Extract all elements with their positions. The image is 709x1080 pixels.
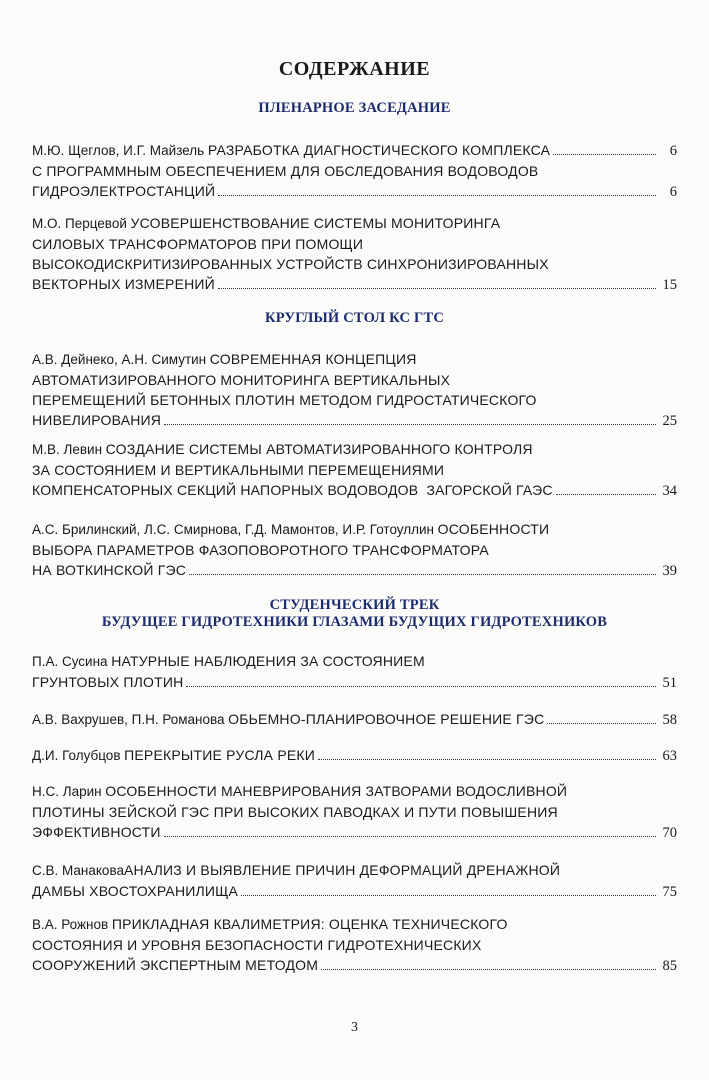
- leader-dots: [321, 969, 656, 970]
- section-plenary: ПЛЕНАРНОЕ ЗАСЕДАНИЕ: [258, 100, 451, 116]
- entry-title-line: СОВРЕМЕННАЯ КОНЦЕПЦИЯ: [209, 351, 417, 367]
- entry-page: 85: [662, 958, 677, 974]
- entry-title-line: ВЫБОРА ПАРАМЕТРОВ ФАЗОПОВОРОТНОГО ТРАНСФОРМАТОРА: [32, 542, 489, 558]
- page-number: 3: [351, 1020, 358, 1035]
- entry-page: 39: [662, 563, 677, 579]
- entry-page: 75: [662, 884, 677, 900]
- entry-title-line: СОСТОЯНИЯ И УРОВНЯ БЕЗОПАСНОСТИ ГИДРОТЕХНИЧЕСКИХ: [32, 937, 482, 953]
- leader-dots: [164, 836, 656, 837]
- entry-title-line: НАТУРНЫЕ НАБЛЮДЕНИЯ ЗА СОСТОЯНИЕМ: [111, 653, 425, 669]
- entry-authors: М.В. Левин: [32, 442, 103, 457]
- entry-authors: П.А. Сусина: [32, 654, 108, 669]
- entry-title-line: ПРИКЛАДНАЯ КВАЛИМЕТРИЯ: ОЦЕНКА ТЕХНИЧЕСКОГО: [111, 916, 508, 932]
- leader-dots: [189, 574, 656, 575]
- entry-authors: А.В. Вахрушев, П.Н. Романова: [32, 712, 225, 727]
- entry-page: 6: [669, 143, 677, 159]
- toc-entry: [32, 213, 677, 295]
- entry-authors: М.Ю. Щеглов, И.Г. Майзель: [32, 143, 205, 158]
- entry-page: 58: [662, 712, 677, 728]
- entry-page: 25: [662, 413, 677, 429]
- section-student-subtitle: БУДУЩЕЕ ГИДРОТЕХНИКИ ГЛАЗАМИ БУДУЩИХ ГИДРОТЕХНИКОВ: [101, 614, 608, 630]
- entry-title-line: ОСОБЕННОСТИ: [437, 521, 550, 537]
- toc-entry: [32, 140, 677, 202]
- entry-authors: Д.И. Голубцов: [32, 748, 121, 763]
- entry-title-line: РАЗРАБОТКА ДИАГНОСТИЧЕСКОГО КОМПЛЕКСА: [207, 142, 551, 158]
- entry-page: 15: [662, 277, 677, 293]
- entry-title-line: ОСОБЕННОСТИ МАНЕВРИРОВАНИЯ ЗАТВОРАМИ ВОДОСЛИВНОЙ: [105, 783, 568, 799]
- toc-entry: [32, 914, 677, 976]
- toc-entry: [32, 519, 677, 581]
- toc-entry: [32, 349, 677, 431]
- entry-title-line: ПЕРЕМЕЩЕНИЙ БЕТОННЫХ ПЛОТИН МЕТОДОМ ГИДРОСТАТИЧЕСКОГО: [32, 392, 537, 408]
- entry-title-line: ЭФФЕКТИВНОСТИ: [32, 824, 161, 840]
- entry-title-line: АВТОМАТИЗИРОВАННОГО МОНИТОРИНГА ВЕРТИКАЛЬНЫХ: [32, 372, 451, 388]
- entry-title-line: ВЫСОКОДИСКРИТИЗИРОВАННЫХ УСТРОЙСТВ СИНХРОНИЗИРОВАННЫХ: [32, 256, 549, 272]
- entry-title-line: ГРУНТОВЫХ ПЛОТИН: [32, 674, 184, 690]
- toc-entry: [32, 860, 677, 902]
- toc-entry: [32, 439, 677, 501]
- entry-authors: А.С. Брилинский, Л.С. Смирнова, Г.Д. Мамонтов, И.Р. Готоуллин: [32, 522, 435, 537]
- entry-title-line: СОЗДАНИЕ СИСТЕМЫ АВТОМАТИЗИРОВАННОГО КОНТРОЛЯ: [105, 441, 533, 457]
- section-roundtable: КРУГЛЫЙ СТОЛ КС ГТС: [265, 310, 444, 326]
- leader-dots: [547, 723, 656, 724]
- entry-title-line: ОБЬЕМНО-ПЛАНИРОВОЧНОЕ РЕШЕНИЕ ГЭС: [228, 711, 545, 727]
- entry-title-line: НА ВОТКИНСКОЙ ГЭС: [32, 562, 187, 578]
- entry-page: 63: [662, 748, 677, 764]
- entry-title-line: ВЕКТОРНЫХ ИЗМЕРЕНИЙ: [32, 276, 215, 292]
- entry-page: 34: [662, 483, 677, 499]
- entry-title-line: НИВЕЛИРОВАНИЯ: [32, 412, 162, 428]
- leader-dots: [164, 424, 656, 425]
- entry-title-line: ЗА СОСТОЯНИЕМ И ВЕРТИКАЛЬНЫМИ ПЕРЕМЕЩЕНИЯМИ: [32, 462, 445, 478]
- entry-page: 51: [662, 675, 677, 691]
- entry-title-line: ДАМБЫ ХВОСТОХРАНИЛИЩА: [32, 883, 239, 899]
- entry-page: 6: [669, 184, 677, 200]
- entry-authors: М.О. Перцевой: [32, 216, 127, 231]
- section-student-track: СТУДЕНЧЕСКИЙ ТРЕК: [269, 597, 440, 613]
- page-title: СОДЕРЖАНИЕ: [278, 58, 431, 80]
- entry-title-line: КОМПЕНСАТОРНЫХ СЕКЦИЙ НАПОРНЫХ ВОДОВОДОВ ЗАГОРСКОЙ ГАЭС: [32, 482, 553, 498]
- leader-dots: [553, 154, 656, 155]
- leader-dots: [318, 759, 656, 760]
- entry-title-line: ПЕРЕКРЫТИЕ РУСЛА РЕКИ: [124, 747, 316, 763]
- entry-page: 70: [662, 825, 677, 841]
- toc-entry: [32, 651, 677, 693]
- entry-authors: А.В. Дейнеко, А.Н. Симутин: [32, 352, 207, 367]
- leader-dots: [218, 195, 656, 196]
- entry-title-line: ПЛОТИНЫ ЗЕЙСКОЙ ГЭС ПРИ ВЫСОКИХ ПАВОДКАХ И ПУТИ ПОВЫШЕНИЯ: [32, 804, 558, 820]
- toc-entry: [32, 709, 677, 730]
- leader-dots: [556, 494, 656, 495]
- entry-authors: В.А. Рожнов: [32, 917, 109, 932]
- toc-entry: [32, 781, 677, 843]
- leader-dots: [241, 895, 656, 896]
- leader-dots: [218, 288, 656, 289]
- entry-title-line: СИЛОВЫХ ТРАНСФОРМАТОРОВ ПРИ ПОМОЩИ: [32, 236, 364, 252]
- leader-dots: [186, 686, 656, 687]
- toc-entry: [32, 745, 677, 766]
- entry-authors: С.В. Манакова: [32, 863, 124, 878]
- entry-title-line: ГИДРОЭЛЕКТРОСТАНЦИЙ: [32, 183, 216, 199]
- entry-title-line: АНАЛИЗ И ВЫЯВЛЕНИЕ ПРИЧИН ДЕФОРМАЦИЙ ДРЕНАЖНОЙ: [123, 862, 561, 878]
- entry-title-line: УСОВЕРШЕНСТВОВАНИЕ СИСТЕМЫ МОНИТОРИНГА: [130, 215, 501, 231]
- entry-authors: Н.С. Ларин: [32, 784, 102, 799]
- entry-title-line: С ПРОГРАММНЫМ ОБЕСПЕЧЕНИЕМ ДЛЯ ОБСЛЕДОВАНИЯ ВОДОВОДОВ: [32, 163, 539, 179]
- entry-title-line: СООРУЖЕНИЙ ЭКСПЕРТНЫМ МЕТОДОМ: [32, 957, 319, 973]
